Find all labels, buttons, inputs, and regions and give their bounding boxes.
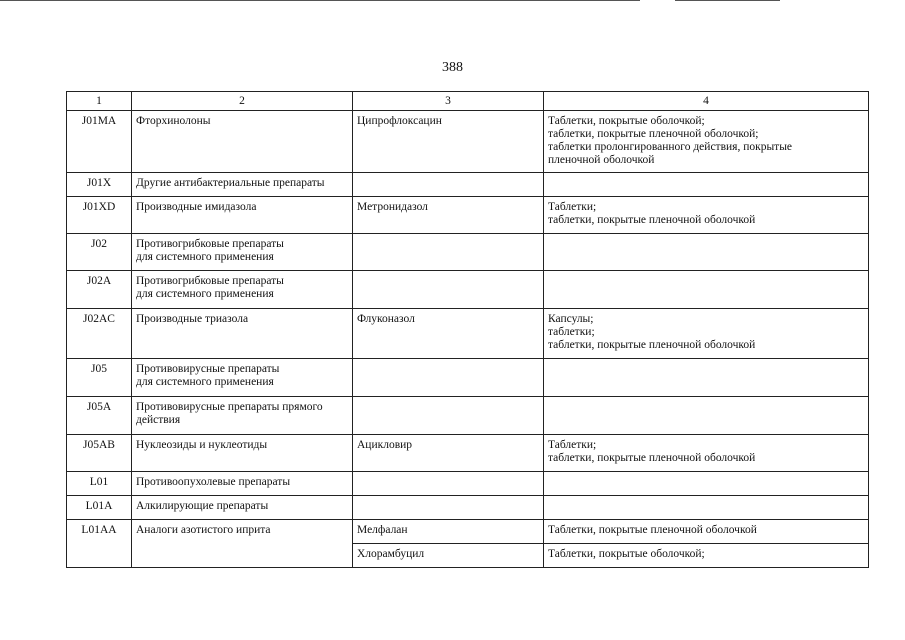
group-name-cell: Другие антибактериальные препараты [132, 173, 353, 197]
group-name-cell: Противоопухолевые препараты [132, 472, 353, 496]
column-header-4: 4 [544, 92, 869, 111]
dosage-form-cell [544, 173, 869, 197]
group-name-cell: Фторхинолоны [132, 111, 353, 173]
dosage-form-cell: Таблетки; таблетки, покрытые пленочной оболочкой [544, 197, 869, 234]
group-name-cell: Аналоги азотистого иприта [132, 520, 353, 568]
table-row [67, 111, 869, 173]
dosage-form-cell: Таблетки, покрытые оболочкой; [544, 544, 869, 568]
group-name-cell: Противогрибковые препараты для системного применения [132, 271, 353, 309]
table-header-row [67, 92, 869, 111]
dosage-form-cell: Таблетки, покрытые пленочной оболочкой [544, 520, 869, 544]
group-name-cell: Противовирусные препараты прямого действия [132, 397, 353, 435]
dosage-form-cell [544, 234, 869, 271]
table-row [67, 435, 869, 472]
top-edge-line-right [675, 0, 780, 1]
group-name-cell: Противогрибковые препараты для системного применения [132, 234, 353, 271]
drug-name-cell [353, 271, 544, 309]
table-row [67, 520, 869, 544]
column-header-2: 2 [132, 92, 353, 111]
dosage-form-cell [544, 496, 869, 520]
atc-code-cell: J02A [67, 271, 132, 309]
drug-name-cell: Хлорамбуцил [353, 544, 544, 568]
table-row [67, 197, 869, 234]
drug-name-cell: Флуконазол [353, 309, 544, 359]
page-number: 388 [442, 60, 463, 75]
table-row [67, 173, 869, 197]
drug-name-cell [353, 496, 544, 520]
atc-code-cell: J02 [67, 234, 132, 271]
drug-name-cell: Ацикловир [353, 435, 544, 472]
drug-name-cell [353, 359, 544, 397]
dosage-form-cell: Капсулы; таблетки; таблетки, покрытые пленочной оболочкой [544, 309, 869, 359]
drug-name-cell: Мелфалан [353, 520, 544, 544]
group-name-cell: Алкилирующие препараты [132, 496, 353, 520]
drug-list-table [66, 91, 869, 568]
dosage-form-cell [544, 271, 869, 309]
drug-name-cell [353, 397, 544, 435]
drug-name-cell [353, 173, 544, 197]
atc-code-cell: J05AB [67, 435, 132, 472]
atc-code-cell: L01 [67, 472, 132, 496]
table-row [67, 397, 869, 435]
table-row [67, 496, 869, 520]
atc-code-cell: J05 [67, 359, 132, 397]
drug-name-cell: Ципрофлоксацин [353, 111, 544, 173]
table-row [67, 271, 869, 309]
atc-code-cell: J01X [67, 173, 132, 197]
table-row [67, 234, 869, 271]
atc-code-cell: L01A [67, 496, 132, 520]
group-name-cell: Противовирусные препараты для системного применения [132, 359, 353, 397]
atc-code-cell: J02AC [67, 309, 132, 359]
table-row [67, 309, 869, 359]
dosage-form-cell: Таблетки; таблетки, покрытые пленочной оболочкой [544, 435, 869, 472]
group-name-cell: Производные имидазола [132, 197, 353, 234]
top-edge-line-left [0, 0, 640, 1]
dosage-form-cell: Таблетки, покрытые оболочкой; таблетки, покрытые пленочной оболочкой; таблетки пролонгированного действия, покрытые пленочной оболочкой [544, 111, 869, 173]
atc-code-cell: L01AA [67, 520, 132, 568]
column-header-3: 3 [353, 92, 544, 111]
dosage-form-cell [544, 397, 869, 435]
column-header-1: 1 [67, 92, 132, 111]
atc-code-cell: J01XD [67, 197, 132, 234]
drug-name-cell [353, 234, 544, 271]
atc-code-cell: J01MA [67, 111, 132, 173]
group-name-cell: Производные триазола [132, 309, 353, 359]
atc-code-cell: J05A [67, 397, 132, 435]
drug-name-cell: Метронидазол [353, 197, 544, 234]
table-row [67, 472, 869, 496]
drug-name-cell [353, 472, 544, 496]
table-row [67, 359, 869, 397]
dosage-form-cell [544, 359, 869, 397]
group-name-cell: Нуклеозиды и нуклеотиды [132, 435, 353, 472]
dosage-form-cell [544, 472, 869, 496]
